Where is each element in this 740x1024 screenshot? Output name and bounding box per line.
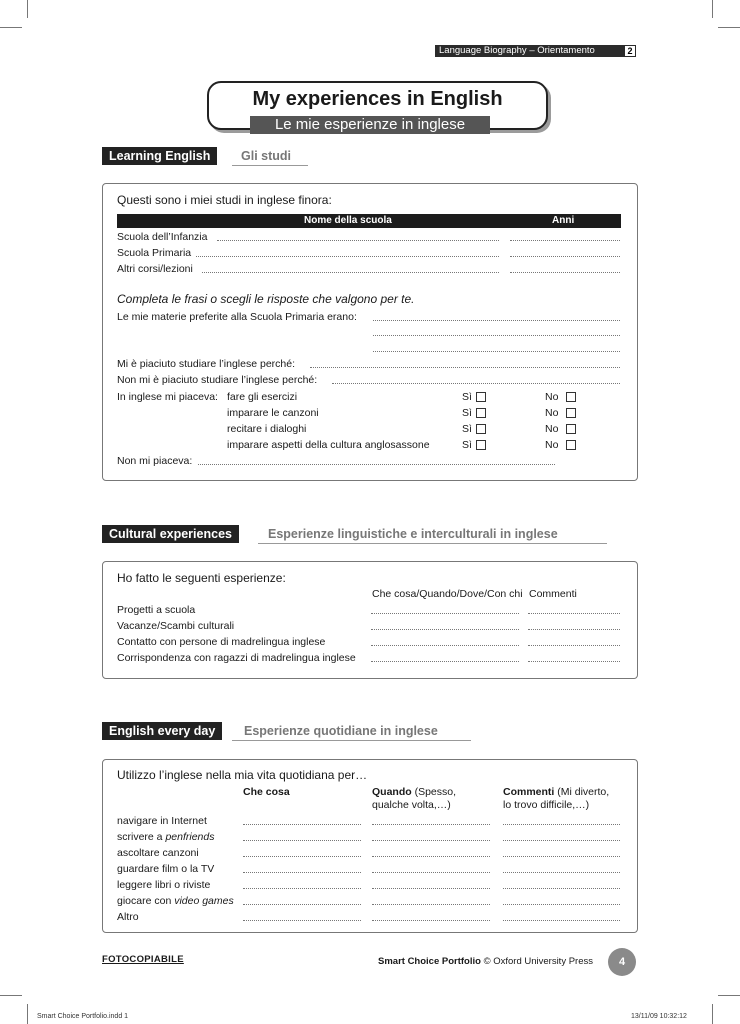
comments-field[interactable]	[503, 856, 620, 857]
disliked-label: Non mi è piaciuto studiare l’inglese perché:	[117, 374, 318, 386]
favorite-subjects-label: Le mie materie preferite alla Scuola Primaria erano:	[117, 311, 357, 323]
favorite-subjects-field[interactable]	[373, 335, 620, 336]
activity-label: recitare i dialoghi	[227, 423, 307, 435]
col-comments-bold: Commenti	[503, 786, 555, 798]
comments-field[interactable]	[503, 824, 620, 825]
what-field[interactable]	[243, 856, 361, 857]
crop-mark	[712, 1004, 713, 1024]
yes-checkbox[interactable]	[476, 392, 486, 402]
page-subtitle: Le mie esperienze in inglese	[250, 116, 490, 134]
everyday-row-label: scrivere a penfriends	[117, 831, 215, 843]
experience-label: Contatto con persone di madrelingua inglese	[117, 636, 326, 648]
learning-intro: Questi sono i miei studi in inglese finora:	[117, 193, 332, 207]
comments-field[interactable]	[528, 613, 620, 614]
favorite-subjects-field[interactable]	[373, 351, 620, 352]
studies-row-label: Altri corsi/lezioni	[117, 263, 193, 275]
section-label-it: Gli studi	[241, 149, 291, 163]
crop-mark	[27, 0, 28, 18]
photocopiable-label: FOTOCOPIABILE	[102, 954, 184, 965]
what-field[interactable]	[243, 888, 361, 889]
liked-field[interactable]	[310, 367, 620, 368]
page-number: 4	[608, 948, 636, 976]
publication-title: Smart Choice Portfolio	[378, 956, 481, 967]
when-field[interactable]	[372, 872, 490, 873]
col-when-rest: (Spesso,	[414, 786, 457, 798]
comments-field[interactable]	[503, 904, 620, 905]
crop-mark	[0, 27, 22, 28]
everyday-row-label: navigare in Internet	[117, 815, 207, 827]
col-years-header: Anni	[552, 215, 575, 226]
crop-mark	[27, 1004, 28, 1024]
liked-intro-label: In inglese mi piaceva:	[117, 391, 218, 403]
crop-mark	[718, 27, 740, 28]
school-field[interactable]	[196, 256, 499, 257]
crop-mark	[718, 995, 740, 996]
everyday-row-label: guardare film o la TV	[117, 863, 215, 875]
not-liked-field[interactable]	[198, 464, 555, 465]
section-label-en: English every day	[102, 722, 222, 740]
print-date: 13/11/09 10:32:12	[631, 1013, 687, 1020]
comments-field[interactable]	[503, 888, 620, 889]
col-when-header	[372, 786, 456, 799]
col-what-header: Che cosa/Quando/Dove/Con chi	[372, 588, 523, 600]
cultural-intro: Ho fatto le seguenti esperienze:	[117, 571, 286, 585]
studies-table-header	[117, 214, 621, 228]
yes-label: Sì	[462, 423, 472, 435]
comments-field[interactable]	[528, 645, 620, 646]
comments-field[interactable]	[528, 629, 620, 630]
running-title: Language Biography – Orientamento	[439, 45, 595, 56]
studies-row-label: Scuola Primaria	[117, 247, 192, 259]
what-field[interactable]	[243, 840, 361, 841]
everyday-row-label: Altro	[117, 911, 139, 923]
no-checkbox[interactable]	[566, 408, 576, 418]
copyright-text: © Oxford University Press	[483, 956, 593, 967]
school-field[interactable]	[217, 240, 499, 241]
years-field[interactable]	[510, 272, 620, 273]
when-field[interactable]	[372, 840, 490, 841]
when-field[interactable]	[372, 824, 490, 825]
yes-label: Sì	[462, 407, 472, 419]
no-label: No	[545, 407, 559, 419]
col-comments-rest: (Mi diverto,	[557, 786, 610, 798]
comments-field[interactable]	[503, 840, 620, 841]
school-field[interactable]	[202, 272, 499, 273]
what-field[interactable]	[371, 645, 519, 646]
what-field[interactable]	[243, 824, 361, 825]
col-when-bold: Quando	[372, 786, 412, 798]
what-field[interactable]	[371, 629, 519, 630]
running-header	[435, 45, 636, 57]
what-field[interactable]	[371, 613, 519, 614]
favorite-subjects-field[interactable]	[373, 320, 620, 321]
no-label: No	[545, 439, 559, 451]
file-name: Smart Choice Portfolio.indd 1	[37, 1013, 129, 1020]
no-checkbox[interactable]	[566, 440, 576, 450]
no-label: No	[545, 391, 559, 403]
liked-label: Mi è piaciuto studiare l’inglese perché:	[117, 358, 296, 370]
section-heading-learning	[102, 147, 308, 165]
section-label-en: Cultural experiences	[102, 525, 239, 543]
when-field[interactable]	[372, 856, 490, 857]
years-field[interactable]	[510, 240, 620, 241]
comments-field[interactable]	[503, 872, 620, 873]
everyday-row-label: ascoltare canzoni	[117, 847, 199, 859]
everyday-row-label: giocare con video games	[117, 895, 234, 907]
disliked-field[interactable]	[332, 383, 620, 384]
no-checkbox[interactable]	[566, 424, 576, 434]
studies-row-label: Scuola dell’Infanzia	[117, 231, 208, 243]
what-field[interactable]	[243, 920, 361, 921]
section-heading-cultural	[102, 525, 607, 543]
when-field[interactable]	[372, 888, 490, 889]
experience-label: Progetti a scuola	[117, 604, 196, 616]
col-when-header-line2: qualche volta,…)	[372, 799, 451, 811]
section-label-it: Esperienze linguistiche e interculturali in inglese	[268, 527, 558, 541]
section-label-it: Esperienze quotidiane in inglese	[244, 724, 438, 738]
crop-mark	[712, 0, 713, 18]
chapter-number: 2	[625, 46, 635, 56]
experience-label: Corrispondenza con ragazzi di madrelingua inglese	[117, 652, 356, 664]
yes-checkbox[interactable]	[476, 408, 486, 418]
not-liked-label: Non mi piaceva:	[117, 455, 193, 467]
activity-label: fare gli esercizi	[227, 391, 298, 403]
crop-mark	[0, 995, 22, 996]
section-heading-everyday	[102, 722, 471, 740]
col-what-header: Che cosa	[243, 786, 290, 798]
what-field[interactable]	[371, 661, 519, 662]
what-field[interactable]	[243, 872, 361, 873]
yes-label: Sì	[462, 391, 472, 403]
yes-checkbox[interactable]	[476, 424, 486, 434]
col-school-header: Nome della scuola	[304, 215, 392, 226]
col-comments-header: Commenti	[529, 588, 577, 600]
comments-field[interactable]	[528, 661, 620, 662]
years-field[interactable]	[510, 256, 620, 257]
publication-credit	[378, 955, 593, 968]
section-label-en: Learning English	[102, 147, 217, 165]
when-field[interactable]	[372, 920, 490, 921]
col-comments-header-line2: lo trovo difficile,…)	[503, 799, 590, 811]
experience-label: Vacanze/Scambi culturali	[117, 620, 235, 632]
activity-label: imparare le canzoni	[227, 407, 319, 419]
everyday-intro: Utilizzo l’inglese nella mia vita quotidiana per…	[117, 768, 368, 782]
comments-field[interactable]	[503, 920, 620, 921]
yes-label: Sì	[462, 439, 472, 451]
instruction-text: Completa le frasi o scegli le risposte che valgono per te.	[117, 292, 415, 306]
page-title: My experiences in English	[252, 88, 503, 110]
everyday-row-label: leggere libri o riviste	[117, 879, 211, 891]
col-comments-header	[503, 786, 609, 799]
no-checkbox[interactable]	[566, 392, 576, 402]
activity-label: imparare aspetti della cultura anglosassone	[227, 439, 430, 451]
what-field[interactable]	[243, 904, 361, 905]
yes-checkbox[interactable]	[476, 440, 486, 450]
when-field[interactable]	[372, 904, 490, 905]
no-label: No	[545, 423, 559, 435]
